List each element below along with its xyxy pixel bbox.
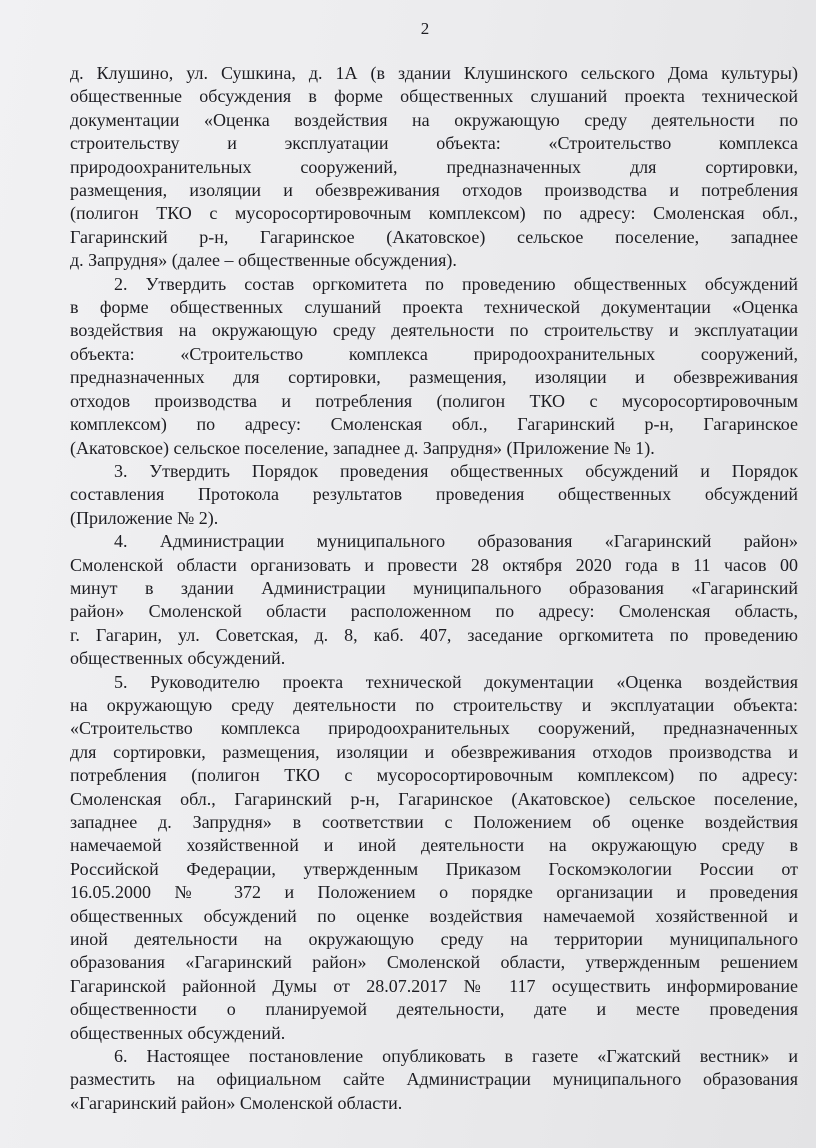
document-body: [70, 62, 798, 1115]
text-line: (Приложение № 2).: [70, 507, 219, 528]
text-line: общественные обсуждения в форме общественных слушаний проекта технической: [70, 86, 798, 107]
paragraph-p5: [70, 671, 798, 1046]
text-line: западнее д. Запрудня» в соответствии с Положением об оценке воздействия: [70, 812, 798, 832]
text-line: документации «Оценка воздействия на окружающую среду деятельности по: [70, 109, 798, 130]
text-line: потребления (полигон ТКО с мусоросортировочным комплексом) по адресу:: [70, 765, 798, 786]
text-line: воздействия на окружающую среду деятельности по строительству и эксплуатации: [70, 320, 798, 341]
text-line: минут в здании Администрации муниципального образования «Гагаринский: [70, 577, 798, 598]
text-line: отходов производства и потребления (полигон ТКО с мусоросортировочным: [70, 390, 798, 411]
text-line: в форме общественных слушаний проекта технической документации «Оценка: [70, 297, 798, 318]
text-line: 2. Утвердить состав оргкомитета по проведению общественных обсуждений: [114, 273, 798, 294]
text-line: общественных обсуждений по оценке воздействия намечаемой хозяйственной и: [70, 905, 798, 926]
text-line: разместить на официальном сайте Администрации муниципального образования: [70, 1069, 798, 1090]
text-line: общественных обсуждений.: [70, 648, 286, 669]
paragraph-p2: [70, 273, 798, 460]
text-line: на окружающую среду деятельности по строительству и эксплуатации объекта:: [70, 694, 798, 715]
text-line: предназначенных для сортировки, размещения, изоляции и обезвреживания: [70, 367, 798, 388]
text-line: Гагаринский р-н, Гагаринское (Акатовское) сельское поселение, западнее: [70, 226, 798, 247]
paragraph-p4: [70, 530, 798, 670]
text-line: комплексом) по адресу: Смоленская обл., Гагаринский р-н, Гагаринское: [70, 414, 798, 435]
text-line: «Строительство комплекса природоохранительных сооружений, предназначенных: [70, 718, 798, 739]
text-line: «Гагаринский район» Смоленской области.: [70, 1092, 403, 1113]
text-line: 5. Руководителю проекта технической документации «Оценка воздействия: [114, 671, 798, 692]
text-line: (Акатовское) сельское поселение, западнее д. Запрудня» (Приложение № 1).: [70, 437, 655, 458]
text-line: г. Гагарин, ул. Советская, д. 8, каб. 407, заседание оргкомитета по проведению: [70, 624, 798, 645]
text-line: 16.05.2000 № 372 и Положением о порядке организации и проведения: [70, 882, 798, 903]
text-line: для сортировки, размещения, изоляции и обезвреживания отходов производства и: [70, 741, 798, 762]
text-line: Смоленской области организовать и провести 28 октября 2020 года в 11 часов 00: [70, 554, 798, 575]
text-line: 6. Настоящее постановление опубликовать в газете «Гжатский вестник» и: [114, 1046, 798, 1067]
text-line: строительству и эксплуатации объекта: «Строительство комплекса: [70, 133, 798, 154]
paragraph-p6: [70, 1045, 798, 1115]
text-line: (полигон ТКО с мусоросортировочным комплексом) по адресу: Смоленская обл.,: [70, 203, 798, 224]
paragraph-p1: [70, 62, 798, 273]
text-line: Российской Федерации, утвержденным Приказом Госкомэкологии России от: [70, 858, 798, 879]
paragraph-p3: [70, 460, 798, 530]
text-line: Гагаринской районной Думы от 28.07.2017 № 117 осуществить информирование: [70, 975, 798, 996]
text-line: составления Протокола результатов проведения общественных обсуждений: [70, 484, 798, 505]
text-line: природоохранительных сооружений, предназначенных для сортировки,: [70, 156, 798, 177]
text-line: намечаемой хозяйственной и иной деятельности на окружающую среду в: [70, 835, 798, 856]
text-line: общественности о планируемой деятельности, дате и месте проведения: [70, 999, 798, 1020]
page-number: 2: [420, 19, 430, 38]
text-line: д. Клушино, ул. Сушкина, д. 1А (в здании Клушинского сельского Дома культуры): [70, 63, 798, 83]
text-line: образования «Гагаринский район» Смоленской области, утвержденным решением: [70, 952, 798, 973]
text-line: район» Смоленской области расположенном по адресу: Смоленская область,: [70, 601, 798, 622]
text-line: д. Запрудня» (далее – общественные обсуждения).: [70, 250, 457, 271]
text-line: Смоленская обл., Гагаринский р-н, Гагаринское (Акатовское) сельское поселение,: [70, 788, 798, 809]
text-line: иной деятельности на окружающую среду на территории муниципального: [70, 929, 798, 950]
text-line: объекта: «Строительство комплекса природоохранительных сооружений,: [70, 343, 798, 364]
text-line: размещения, изоляции и обезвреживания отходов производства и потребления: [70, 180, 798, 201]
text-line: 3. Утвердить Порядок проведения общественных обсуждений и Порядок: [114, 460, 798, 481]
text-line: общественных обсуждений.: [70, 1022, 286, 1043]
text-line: 4. Администрации муниципального образования «Гагаринский район»: [114, 531, 798, 552]
